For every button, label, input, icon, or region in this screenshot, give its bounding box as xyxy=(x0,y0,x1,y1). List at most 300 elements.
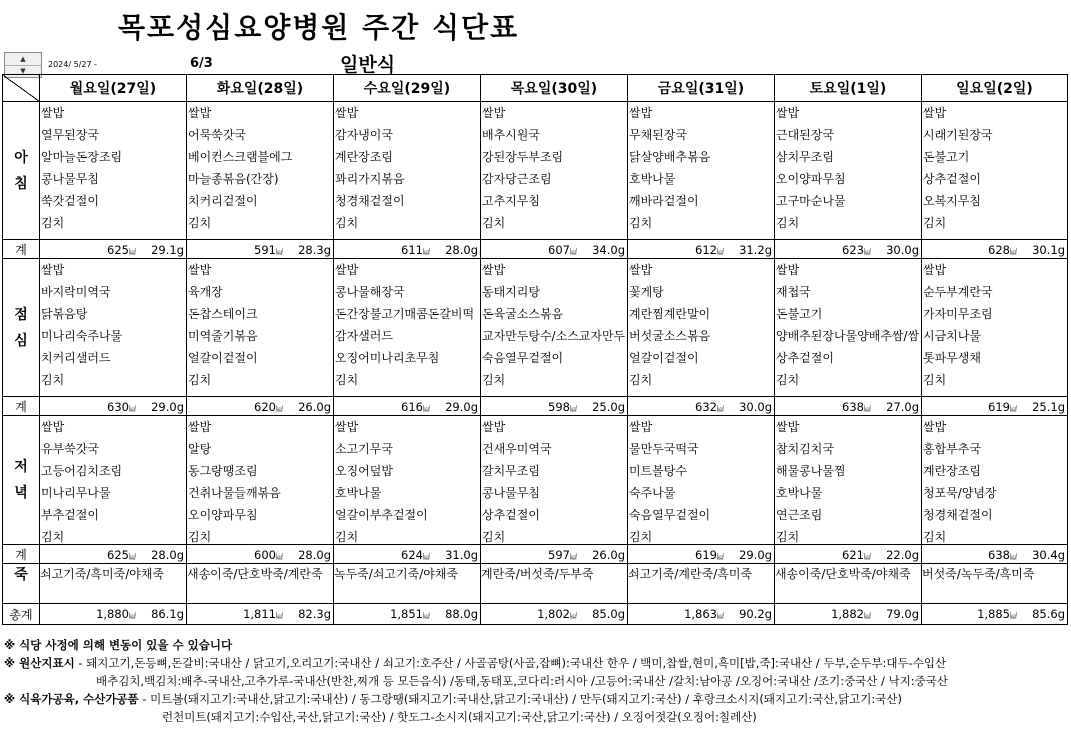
menu-item: 마늘종볶음(간장) xyxy=(188,172,279,186)
kcal-unit: ㎉ xyxy=(1010,405,1017,413)
kcal-unit: ㎉ xyxy=(717,405,724,413)
menu-item: 쌀밥 xyxy=(923,420,947,434)
kcal-number: 619 xyxy=(695,548,717,562)
protein-value: 29.1g xyxy=(151,243,184,257)
kcal-number: 628 xyxy=(988,243,1010,257)
menu-item: 쌀밥 xyxy=(482,106,506,120)
menu-item: 얼갈이겉절이 xyxy=(188,351,258,365)
kcal-number: 638 xyxy=(988,548,1010,562)
protein-value: 25.0g xyxy=(592,400,625,414)
kcal-value xyxy=(842,400,871,414)
menu-item: 김치 xyxy=(482,530,506,544)
kcal-unit: ㎉ xyxy=(276,612,283,620)
menu-item: 돈간장불고기매콤돈갈비떡 xyxy=(335,307,475,321)
kcal-number: 625 xyxy=(107,548,129,562)
kcal-unit: ㎉ xyxy=(1010,248,1017,256)
menu-item: 김치 xyxy=(776,216,800,230)
menu-item: 김치 xyxy=(41,373,65,387)
menu-item: 김치 xyxy=(188,216,212,230)
protein-value: 28.0g xyxy=(445,243,478,257)
menu-item: 건취나물들깨볶음 xyxy=(188,486,281,500)
total-row xyxy=(3,604,1068,625)
kcal-value xyxy=(401,400,430,414)
menu-item: 깨바라겉절이 xyxy=(629,194,699,208)
dinner-label: 저 녁 xyxy=(3,416,40,545)
lunch-label: 점 심 xyxy=(3,259,40,397)
menu-item: 쑥갓겉절이 xyxy=(41,194,99,208)
menu-item: 톳파무생채 xyxy=(923,351,981,365)
day-header: 목요일(30일) xyxy=(481,75,628,102)
menu-item: 김치 xyxy=(629,216,653,230)
breakfast-row xyxy=(3,102,1068,240)
menu-item: 청경채겉절이 xyxy=(335,194,405,208)
menu-cell xyxy=(40,259,187,397)
sum-cell xyxy=(334,240,481,259)
menu-item: 바지락미역국 xyxy=(41,285,111,299)
kcal-number: 591 xyxy=(254,243,276,257)
menu-cell xyxy=(40,102,187,240)
menu-cell xyxy=(775,416,922,545)
sum-cell xyxy=(481,240,628,259)
kcal-unit: ㎉ xyxy=(570,405,577,413)
menu-item: 김치 xyxy=(335,216,359,230)
menu-item: 고등어김치조림 xyxy=(41,464,123,478)
menu-item: 김치 xyxy=(188,373,212,387)
menu-item: 청포묵/양념장 xyxy=(923,486,997,500)
porridge-cell: 새송이죽/단호박죽/야채죽 xyxy=(775,564,922,604)
protein-value: 79.0g xyxy=(886,607,919,621)
menu-item: 동그랑땡조림 xyxy=(188,464,258,478)
processed-line-2: 런천미트(돼지고기:수입산,국산,닭고기:국산) / 핫도그-소시지(돼지고기:국산,닭고기:국산) / 오징어젓갈(오징어:칠레산) xyxy=(162,710,757,724)
kcal-value xyxy=(695,400,724,414)
sum-cell xyxy=(334,604,481,625)
porridge-cell: 버섯죽/녹두죽/흑미죽 xyxy=(922,564,1068,604)
menu-item: 김치 xyxy=(923,373,947,387)
menu-cell xyxy=(922,416,1068,545)
kcal-value xyxy=(96,607,136,621)
dinner-row xyxy=(3,416,1068,545)
menu-item: 건새우미역국 xyxy=(482,442,552,456)
menu-item: 콩나물무침 xyxy=(41,172,99,186)
menu-item: 버섯굴소스볶음 xyxy=(629,329,711,343)
menu-cell xyxy=(481,102,628,240)
sum-cell xyxy=(481,604,628,625)
protein-value: 25.1g xyxy=(1032,400,1065,414)
menu-item: 쌀밥 xyxy=(188,420,212,434)
menu-type: 일반식 xyxy=(340,54,396,76)
kcal-value xyxy=(254,243,283,257)
kcal-value xyxy=(107,400,136,414)
protein-value: 29.0g xyxy=(739,548,772,562)
sum-cell xyxy=(187,397,334,416)
menu-item: 재첩국 xyxy=(776,285,811,299)
kcal-number: 621 xyxy=(842,548,864,562)
kcal-number: 625 xyxy=(107,243,129,257)
menu-item: 청경채겉절이 xyxy=(923,508,993,522)
kcal-number: 632 xyxy=(695,400,717,414)
menu-item: 무채된장국 xyxy=(629,128,687,142)
menu-item: 고구마순나물 xyxy=(776,194,846,208)
lunch-sum-row xyxy=(3,397,1068,416)
sum-cell xyxy=(40,240,187,259)
kcal-number: 1,880 xyxy=(96,607,129,621)
kcal-value xyxy=(695,548,724,562)
menu-item: 얼갈이부추겉절이 xyxy=(335,508,428,522)
sum-cell xyxy=(775,397,922,416)
menu-item: 쌀밥 xyxy=(776,263,800,277)
kcal-number: 598 xyxy=(548,400,570,414)
menu-item: 교자만두탕수/소스교자만두 xyxy=(482,329,626,343)
porridge-cell: 새송이죽/단호박죽/계란죽 xyxy=(187,564,334,604)
menu-cell xyxy=(187,416,334,545)
menu-item: 삼치무조림 xyxy=(776,150,834,164)
menu-item: 닭볶음탕 xyxy=(41,307,88,321)
page-title: 목포성심요양병원 주간 식단표 xyxy=(118,11,520,44)
menu-item: 가자미무조림 xyxy=(923,307,993,321)
menu-item: 홍합부추국 xyxy=(923,442,981,456)
menu-item: 쌀밥 xyxy=(335,420,359,434)
menu-item: 오징어미나리초무침 xyxy=(335,351,440,365)
kcal-unit: ㎉ xyxy=(717,553,724,561)
kcal-unit: ㎉ xyxy=(1010,553,1017,561)
menu-item: 돈불고기 xyxy=(923,150,970,164)
protein-value: 85.6g xyxy=(1032,607,1065,621)
kcal-number: 630 xyxy=(107,400,129,414)
kcal-unit: ㎉ xyxy=(129,405,136,413)
menu-item: 쌀밥 xyxy=(335,263,359,277)
kcal-number: 1,863 xyxy=(684,607,717,621)
kcal-value xyxy=(401,548,430,562)
kcal-unit: ㎉ xyxy=(864,248,871,256)
menu-cell xyxy=(628,259,775,397)
kcal-value xyxy=(548,400,577,414)
kcal-unit: ㎉ xyxy=(423,612,430,620)
menu-item: 쌀밥 xyxy=(482,263,506,277)
menu-item: 치커리겉절이 xyxy=(188,194,258,208)
lunch-sum-row-label: 계 xyxy=(3,397,40,416)
protein-value: 27.0g xyxy=(886,400,919,414)
menu-item: 시금치나물 xyxy=(923,329,981,343)
menu-item: 얼갈이겉절이 xyxy=(629,351,699,365)
page-number: 6/3 xyxy=(190,56,213,71)
day-header: 월요일(27일) xyxy=(40,75,187,102)
protein-value: 26.0g xyxy=(592,548,625,562)
breakfast-sum-row xyxy=(3,240,1068,259)
processed-line-1: ※ 식육가공육, 수산가공품 - 미트볼(돼지고기:국내산,닭고기:국내산) / 동그랑땡(돼지고기:국내산,닭고기:국내산) / 만두(돼지고기:국산) / 후랑크소시지(돼지고기:국산,닭고기:국산) xyxy=(4,692,902,706)
menu-cell xyxy=(481,416,628,545)
protein-value: 30.1g xyxy=(1032,243,1065,257)
menu-item: 물만두국떡국 xyxy=(629,442,699,456)
menu-item: 쌀밥 xyxy=(923,106,947,120)
menu-item: 숙주나물 xyxy=(629,486,676,500)
menu-item: 고추지무침 xyxy=(482,194,540,208)
menu-item: 열무된장국 xyxy=(41,128,99,142)
menu-item: 김치 xyxy=(776,530,800,544)
menu-item: 부추겉절이 xyxy=(41,508,99,522)
menu-cell xyxy=(628,416,775,545)
protein-value: 29.0g xyxy=(445,400,478,414)
kcal-unit: ㎉ xyxy=(570,553,577,561)
kcal-unit: ㎉ xyxy=(570,248,577,256)
notes xyxy=(4,636,948,726)
menu-item: 베이컨스크램블에그 xyxy=(188,150,293,164)
total-row-label: 총계 xyxy=(3,604,40,625)
kcal-number: 624 xyxy=(401,548,423,562)
protein-value: 28.0g xyxy=(151,548,184,562)
kcal-unit: ㎉ xyxy=(129,553,136,561)
day-header: 일요일(2일) xyxy=(922,75,1068,102)
menu-item: 상추겉절이 xyxy=(923,172,981,186)
kcal-number: 607 xyxy=(548,243,570,257)
menu-item: 오징어덮밥 xyxy=(335,464,393,478)
protein-value: 22.0g xyxy=(886,548,919,562)
menu-item: 쌀밥 xyxy=(41,106,65,120)
menu-item: 감자냉이국 xyxy=(335,128,393,142)
kcal-value xyxy=(988,243,1017,257)
menu-item: 동태지리탕 xyxy=(482,285,540,299)
sum-cell xyxy=(775,240,922,259)
menu-item: 오이양파무침 xyxy=(188,508,258,522)
kcal-unit: ㎉ xyxy=(423,405,430,413)
kcal-number: 1,811 xyxy=(243,607,276,621)
porridge-label: 죽 xyxy=(3,564,40,604)
sum-cell xyxy=(628,604,775,625)
porridge-cell: 쇠고기죽/계란죽/흑미죽 xyxy=(628,564,775,604)
kcal-value xyxy=(842,548,871,562)
day-header: 화요일(28일) xyxy=(187,75,334,102)
menu-item: 상추겉절이 xyxy=(776,351,834,365)
menu-item: 콩나물해장국 xyxy=(335,285,405,299)
menu-item: 호박나물 xyxy=(335,486,382,500)
menu-item: 김치 xyxy=(776,373,800,387)
menu-cell xyxy=(334,416,481,545)
menu-item: 쌀밥 xyxy=(923,263,947,277)
sum-cell xyxy=(334,397,481,416)
sum-cell xyxy=(922,604,1068,625)
kcal-unit: ㎉ xyxy=(129,612,136,620)
menu-item: 오복지무침 xyxy=(923,194,981,208)
menu-item: 감자샐러드 xyxy=(335,329,393,343)
menu-item: 미나리무나물 xyxy=(41,486,111,500)
lunch-row xyxy=(3,259,1068,397)
kcal-number: 612 xyxy=(695,243,717,257)
menu-item: 김치 xyxy=(41,530,65,544)
porridge-cell: 쇠고기죽/흑미죽/야채죽 xyxy=(40,564,187,604)
menu-item: 숙음열무겉절이 xyxy=(482,351,564,365)
spin-up-icon[interactable]: ▲ xyxy=(5,53,41,66)
kcal-value xyxy=(537,607,577,621)
kcal-value xyxy=(988,548,1017,562)
menu-item: 미트볼탕수 xyxy=(629,464,687,478)
kcal-unit: ㎉ xyxy=(864,553,871,561)
menu-item: 콩나물무침 xyxy=(482,486,540,500)
date-range: 2024/ 5/27 - xyxy=(48,60,97,69)
kcal-unit: ㎉ xyxy=(717,248,724,256)
sum-cell xyxy=(922,240,1068,259)
protein-value: 30.0g xyxy=(739,400,772,414)
kcal-value xyxy=(695,243,724,257)
menu-item: 쌀밥 xyxy=(629,263,653,277)
kcal-value xyxy=(842,243,871,257)
sum-cell xyxy=(40,545,187,564)
sum-cell xyxy=(775,604,922,625)
kcal-value xyxy=(107,548,136,562)
kcal-unit: ㎉ xyxy=(1010,612,1017,620)
protein-value: 90.2g xyxy=(739,607,772,621)
menu-item: 계란장조림 xyxy=(923,464,981,478)
menu-cell xyxy=(775,259,922,397)
menu-item: 근대된장국 xyxy=(776,128,834,142)
day-header: 토요일(1일) xyxy=(775,75,922,102)
menu-item: 쌀밥 xyxy=(629,420,653,434)
menu-item: 시래기된장국 xyxy=(923,128,993,142)
menu-item: 쌀밥 xyxy=(41,263,65,277)
corner-cell xyxy=(3,75,40,102)
kcal-number: 600 xyxy=(254,548,276,562)
menu-item: 호박나물 xyxy=(776,486,823,500)
dinner-sum-row xyxy=(3,545,1068,564)
origin-line-2: 배추김치,백김치:배추-국내산,고추가루-국내산(반찬,찌개 등 모든음식) /동태,동태포,코다리:러시아 /고등어:국내산 /갈치:남아공 /오징어:국내산 /조기:중국산 / 낙지:중국산 xyxy=(96,674,949,688)
menu-item: 쌀밥 xyxy=(188,106,212,120)
kcal-value xyxy=(390,607,430,621)
menu-item: 알마늘돈장조림 xyxy=(41,150,123,164)
kcal-number: 597 xyxy=(548,548,570,562)
menu-item: 김치 xyxy=(923,530,947,544)
sum-cell xyxy=(187,240,334,259)
menu-item: 돈육굴소스볶음 xyxy=(482,307,564,321)
menu-item: 김치 xyxy=(482,216,506,230)
menu-item: 강된장두부조림 xyxy=(482,150,564,164)
kcal-value xyxy=(831,607,871,621)
menu-item: 쌀밥 xyxy=(482,420,506,434)
protein-value: 88.0g xyxy=(445,607,478,621)
menu-item: 김치 xyxy=(923,216,947,230)
kcal-value xyxy=(977,607,1017,621)
menu-item: 유부쑥갓국 xyxy=(41,442,99,456)
menu-item: 참치김치국 xyxy=(776,442,834,456)
menu-item: 계란장조림 xyxy=(335,150,393,164)
protein-value: 30.0g xyxy=(886,243,919,257)
porridge-cell: 녹두죽/쇠고기죽/야채죽 xyxy=(334,564,481,604)
kcal-value xyxy=(548,243,577,257)
sum-cell xyxy=(40,397,187,416)
menu-cell xyxy=(922,102,1068,240)
kcal-value xyxy=(254,400,283,414)
sum-cell xyxy=(334,545,481,564)
sum-cell xyxy=(628,545,775,564)
menu-item: 계란찜계란말이 xyxy=(629,307,711,321)
kcal-number: 1,882 xyxy=(831,607,864,621)
menu-cell xyxy=(40,416,187,545)
kcal-unit: ㎉ xyxy=(129,248,136,256)
day-header: 금요일(31일) xyxy=(628,75,775,102)
kcal-number: 619 xyxy=(988,400,1010,414)
menu-item: 어묵쑥갓국 xyxy=(188,128,246,142)
spin-down-icon[interactable]: ▼ xyxy=(20,67,26,75)
kcal-value xyxy=(254,548,283,562)
header-row xyxy=(3,75,1068,102)
day-header: 수요일(29일) xyxy=(334,75,481,102)
kcal-unit: ㎉ xyxy=(864,612,871,620)
kcal-number: 1,851 xyxy=(390,607,423,621)
kcal-unit: ㎉ xyxy=(717,612,724,620)
menu-item: 김치 xyxy=(482,373,506,387)
menu-item: 감자당근조림 xyxy=(482,172,552,186)
breakfast-label: 아 침 xyxy=(3,102,40,240)
menu-item: 김치 xyxy=(188,530,212,544)
menu-item: 꽈리가지볶음 xyxy=(335,172,405,186)
menu-item: 쌀밥 xyxy=(629,106,653,120)
kcal-number: 611 xyxy=(401,243,423,257)
menu-item: 쌀밥 xyxy=(41,420,65,434)
kcal-value xyxy=(988,400,1017,414)
sum-cell xyxy=(628,397,775,416)
kcal-number: 638 xyxy=(842,400,864,414)
sum-cell xyxy=(628,240,775,259)
protein-value: 85.0g xyxy=(592,607,625,621)
kcal-value xyxy=(548,548,577,562)
menu-item: 닭살양배추볶음 xyxy=(629,150,711,164)
kcal-number: 623 xyxy=(842,243,864,257)
menu-item: 해물콩나물찜 xyxy=(776,464,846,478)
menu-item: 소고기무국 xyxy=(335,442,393,456)
protein-value: 31.2g xyxy=(739,243,772,257)
kcal-value xyxy=(684,607,724,621)
kcal-unit: ㎉ xyxy=(423,248,430,256)
menu-item: 돈찹스테이크 xyxy=(188,307,258,321)
menu-item: 쌀밥 xyxy=(335,106,359,120)
sum-cell xyxy=(481,397,628,416)
kcal-value xyxy=(401,243,430,257)
menu-cell xyxy=(334,259,481,397)
menu-item: 치커리샐러드 xyxy=(41,351,111,365)
porridge-row xyxy=(3,564,1068,604)
sum-cell xyxy=(775,545,922,564)
breakfast-sum-row-label: 계 xyxy=(3,240,40,259)
protein-value: 29.0g xyxy=(151,400,184,414)
kcal-value xyxy=(243,607,283,621)
kcal-unit: ㎉ xyxy=(423,553,430,561)
menu-item: 꽃게탕 xyxy=(629,285,664,299)
menu-item: 숙음열무겉절이 xyxy=(629,508,711,522)
menu-cell xyxy=(481,259,628,397)
protein-value: 82.3g xyxy=(298,607,331,621)
kcal-number: 616 xyxy=(401,400,423,414)
kcal-unit: ㎉ xyxy=(864,405,871,413)
kcal-unit: ㎉ xyxy=(570,612,577,620)
menu-item: 육개장 xyxy=(188,285,223,299)
menu-item: 오이양파무침 xyxy=(776,172,846,186)
menu-cell xyxy=(187,259,334,397)
protein-value: 86.1g xyxy=(151,607,184,621)
protein-value: 28.3g xyxy=(298,243,331,257)
menu-item: 호박나물 xyxy=(629,172,676,186)
menu-item: 갈치무조림 xyxy=(482,464,540,478)
protein-value: 34.0g xyxy=(592,243,625,257)
menu-item: 배추시원국 xyxy=(482,128,540,142)
origin-line-1: ※ 원산지표시 - 돼지고기,돈등뼈,돈갈비:국내산 / 닭고기,오리고기:국내산 / 쇠고기:호주산 / 사골곰탕(사골,잡뼈):국내산 한우 / 백미,찹쌀,현미,흑미[밥,죽]:국내산 / 두부,순두부:대두-수입산 xyxy=(4,656,947,670)
notice-line: ※ 식당 사정에 의해 변동이 있을 수 있습니다 xyxy=(4,638,233,652)
kcal-unit: ㎉ xyxy=(276,553,283,561)
menu-item: 쌀밥 xyxy=(776,420,800,434)
protein-value: 31.0g xyxy=(445,548,478,562)
sum-cell xyxy=(187,604,334,625)
kcal-number: 1,802 xyxy=(537,607,570,621)
menu-table xyxy=(2,74,1068,625)
kcal-unit: ㎉ xyxy=(276,405,283,413)
protein-value: 26.0g xyxy=(298,400,331,414)
menu-item: 김치 xyxy=(335,530,359,544)
